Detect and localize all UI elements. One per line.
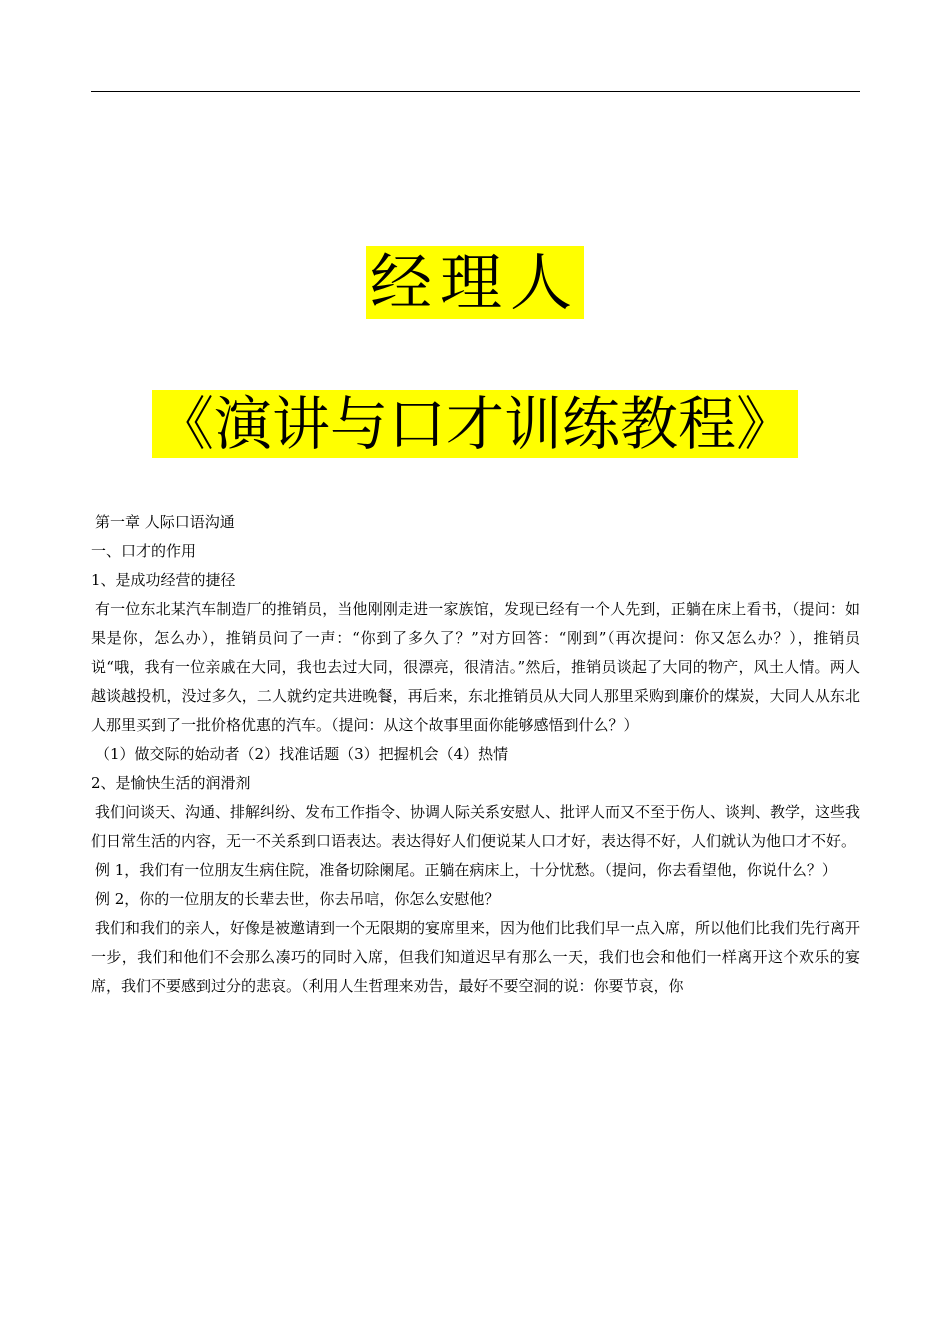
chapter-heading: 第一章 人际口语沟通 <box>95 513 235 531</box>
paragraph: 有一位东北某汽车制造厂的推销员，当他刚刚走进一家族馆，发现已经有一个人先到，正躺在床上看书，（提问：如果是你，怎么办），推销员问了一声：“你到了多久了？”对方回答：“刚到”（再次提问：你又怎么办？），推销员说“哦，我有一位亲戚在大同，我也去过大同，很漂亮，很清洁。”然后，推销员谈起了大同的物产，风土人情。两人越谈越投机，没过多久，二人就约定共进晚餐，再后来，东北推销员从大同人那里采购到廉价的煤炭，大同人从东北人那里买到了一批价格优惠的汽车。（提问：从这个故事里面你能够感悟到什么？） <box>91 600 860 734</box>
subsection-heading: 2、是愉快生活的润滑剂 <box>91 774 251 792</box>
document-title <box>0 245 950 321</box>
body-text <box>91 508 860 1001</box>
paragraph: 例 2，你的一位朋友的长辈去世，你去吊唁，你怎么安慰他？ <box>95 890 500 908</box>
paragraph: （1）做交际的始动者（2）找准话题（3）把握机会（4）热情 <box>95 745 509 763</box>
paragraph: 我们问谈天、沟通、排解纠纷、发布工作指令、协调人际关系安慰人、批评人而又不至于伤人、谈判、教学，这些我们日常生活的内容，无一不关系到口语表达。表达得好人们便说某人口才好，表达得不好，人们就认为他口才不好。 <box>91 803 861 850</box>
subsection-heading: 1、是成功经营的捷径 <box>91 571 236 589</box>
document-subtitle-text: 《演讲与口才训练教程》 <box>152 390 798 458</box>
section-heading: 一、口才的作用 <box>91 542 197 560</box>
document-subtitle <box>0 388 950 460</box>
document-title-text: 经理人 <box>366 246 584 319</box>
paragraph: 我们和我们的亲人，好像是被邀请到一个无限期的宴席里来，因为他们比我们早一点入席，所以他们比我们先行离开一步，我们和他们不会那么凑巧的同时入席，但我们知道迟早有那么一天，我们也会和他们一样离开这个欢乐的宴席，我们不要感到过分的悲哀。（利用人生哲理来劝告，最好不要空洞的说：你要节哀，你 <box>91 919 861 995</box>
header-rule <box>91 91 860 92</box>
paragraph: 例 1，我们有一位朋友生病住院，准备切除阑尾。正躺在病床上，十分忧愁。（提问，你去看望他，你说什么？） <box>95 861 837 879</box>
